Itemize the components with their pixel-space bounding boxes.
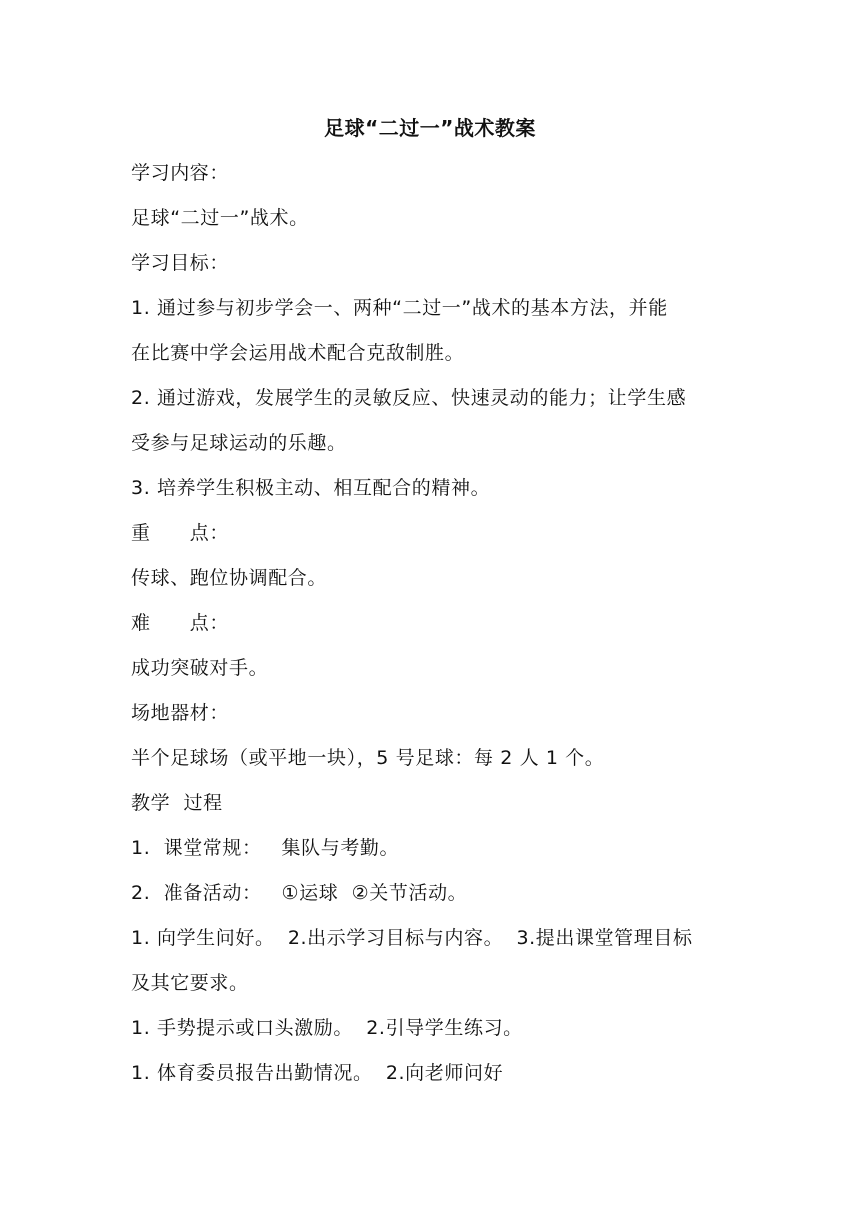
heading-equipment: 场地器材： [131, 702, 230, 724]
process-item-1: 1. 课堂常规： 集队与考勤。 [131, 837, 400, 859]
student-activity: 1. 体育委员报告出勤情况。 2.向老师问好 [131, 1062, 504, 1084]
goal-3: 3. 培养学生积极主动、相互配合的精神。 [131, 477, 491, 499]
goal-1-line-1: 1. 通过参与初步学会一、两种“二过一”战术的基本方法，并能 [131, 297, 668, 319]
teacher-guidance: 1. 手势提示或口头激励。 2.引导学生练习。 [131, 1017, 523, 1039]
heading-difficulties: 难 点： [131, 612, 230, 634]
heading-key-points: 重 点： [131, 522, 230, 544]
paragraph-equipment: 半个足球场（或平地一块），5 号足球：每 2 人 1 个。 [131, 747, 605, 769]
goal-2-line-2: 受参与足球运动的乐趣。 [131, 432, 347, 454]
goal-2-line-1: 2. 通过游戏，发展学生的灵敏反应、快速灵动的能力；让学生感 [131, 387, 687, 409]
heading-teaching-process: 教学 过程 [131, 792, 223, 814]
teacher-activity-line-1: 1. 向学生问好。 2.出示学习目标与内容。 3.提出课堂管理目标 [131, 927, 693, 949]
goal-1-line-2: 在比赛中学会运用战术配合克敌制胜。 [131, 342, 465, 364]
heading-learning-content: 学习内容： [131, 162, 230, 184]
heading-learning-goals: 学习目标： [131, 252, 230, 274]
paragraph-difficulties: 成功突破对手。 [131, 657, 269, 679]
process-item-2: 2. 准备活动： ①运球 ②关节活动。 [131, 882, 468, 904]
teacher-activity-line-2: 及其它要求。 [131, 972, 249, 994]
document-title: 足球“二过一”战术教案 [324, 116, 536, 140]
paragraph-learning-content: 足球“二过一”战术。 [131, 207, 309, 229]
paragraph-key-points: 传球、跑位协调配合。 [131, 567, 328, 589]
